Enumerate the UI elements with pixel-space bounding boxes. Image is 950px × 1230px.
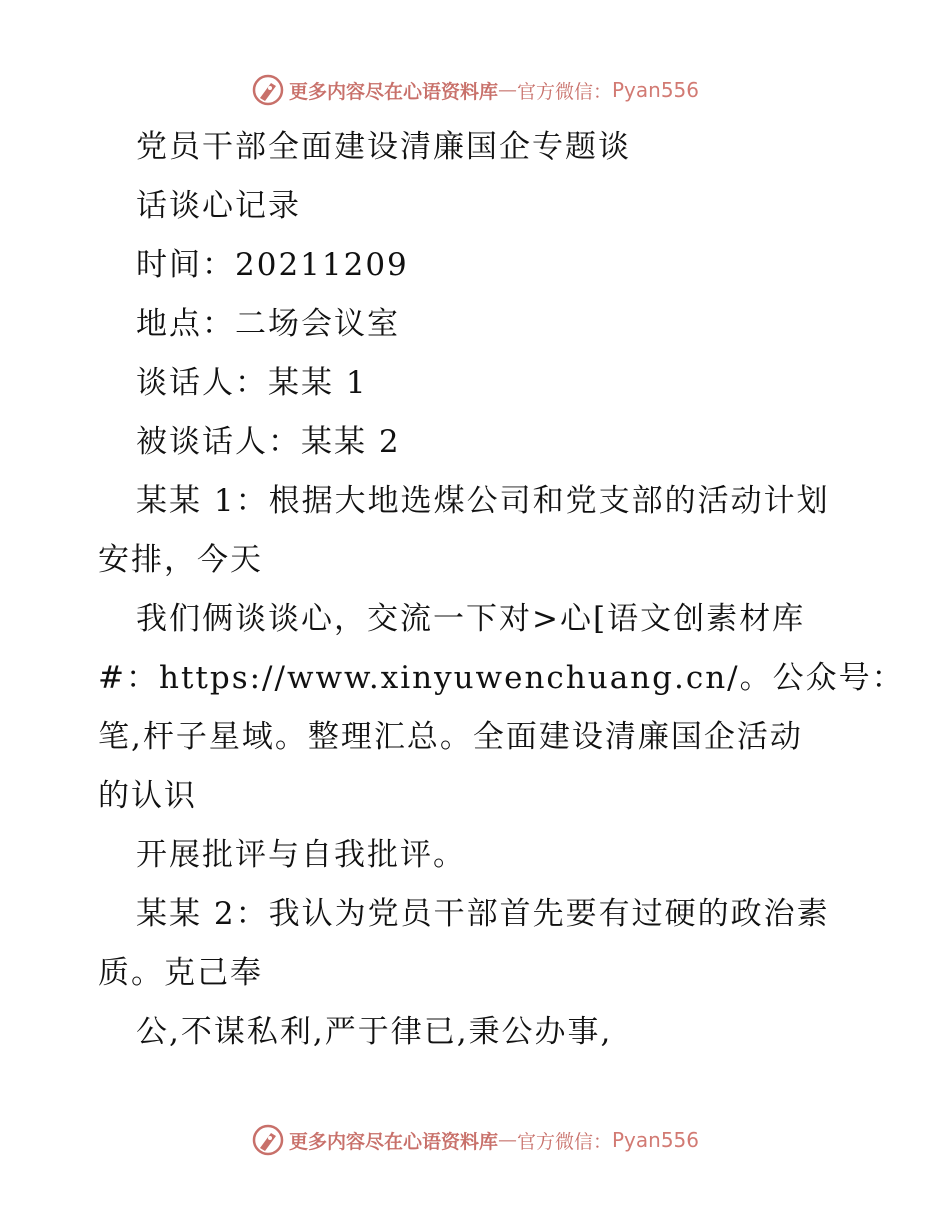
doc-paragraph-line: 的认识 bbox=[98, 778, 197, 814]
watermark-main-text: 更多内容尽在心语资料库 bbox=[288, 1130, 498, 1153]
doc-paragraph-line: 安排，今天 bbox=[98, 542, 263, 578]
watermark-wechat-label: 官方微信： bbox=[516, 1130, 612, 1153]
doc-title-line-2: 话谈心记录 bbox=[136, 188, 301, 224]
doc-time: 时间：20211209 bbox=[136, 247, 409, 283]
doc-paragraph-line: 质。克己奉 bbox=[98, 955, 263, 991]
pen-nib-logo-icon bbox=[251, 1123, 285, 1157]
doc-location: 地点：二场会议室 bbox=[136, 306, 400, 342]
doc-paragraph-line: 某某 1：根据大地选煤公司和党支部的活动计划 bbox=[136, 483, 830, 519]
doc-paragraph-line: 笔,杆子星域。整理汇总。全面建设清廉国企活动 bbox=[98, 719, 803, 755]
watermark-dash: — bbox=[497, 1129, 517, 1151]
watermark-dash: — bbox=[497, 79, 517, 101]
footer-watermark bbox=[0, 1120, 950, 1160]
doc-paragraph-line: 开展批评与自我批评。 bbox=[136, 837, 466, 873]
doc-paragraph-line: 我们俩谈谈心，交流一下对>心[语文创素材库 bbox=[136, 601, 806, 637]
doc-interviewee: 被谈话人：某某 2 bbox=[136, 424, 401, 460]
doc-title-line-1: 党员干部全面建设清廉国企专题谈 bbox=[136, 129, 631, 165]
doc-interviewer: 谈话人：某某 1 bbox=[136, 365, 368, 401]
header-watermark bbox=[0, 70, 950, 110]
doc-paragraph-line: 公,不谋私利,严于律已,秉公办事, bbox=[136, 1014, 613, 1050]
doc-paragraph-line: #：https://www.xinyuwenchuang.cn/。公众号： bbox=[98, 660, 905, 696]
watermark-handle: Pyan556 bbox=[612, 1128, 700, 1152]
watermark-handle: Pyan556 bbox=[612, 78, 700, 102]
watermark-wechat-label: 官方微信： bbox=[516, 80, 612, 103]
doc-paragraph-line: 某某 2：我认为党员干部首先要有过硬的政治素 bbox=[136, 896, 830, 932]
document-body bbox=[98, 118, 905, 1062]
watermark-main-text: 更多内容尽在心语资料库 bbox=[288, 80, 498, 103]
pen-nib-logo-icon bbox=[251, 73, 285, 107]
